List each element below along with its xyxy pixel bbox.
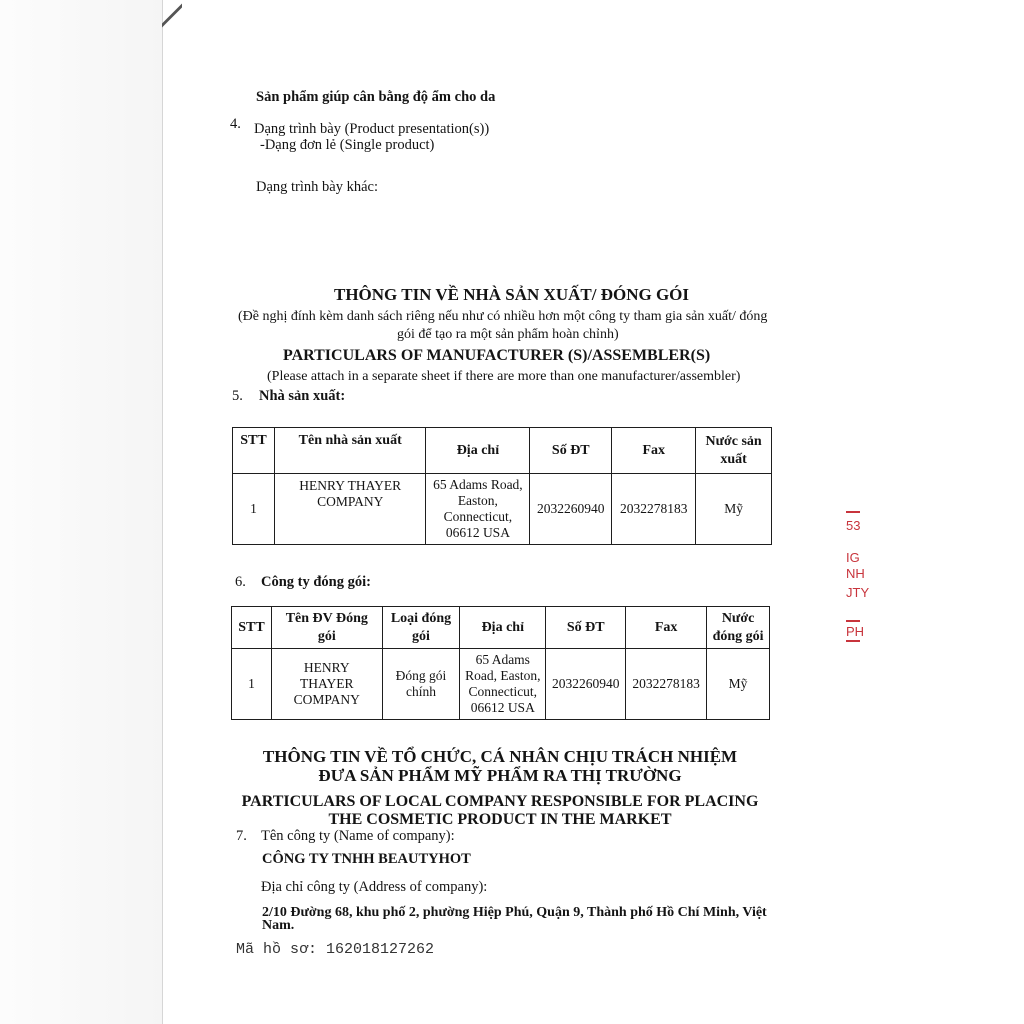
stamp-line xyxy=(846,620,860,622)
cell-country: Mỹ xyxy=(696,474,772,545)
cell-address xyxy=(460,649,546,720)
table-row xyxy=(233,474,772,545)
col-header-phone: Số ĐT xyxy=(530,428,612,474)
cell-packager-name-l3: COMPANY xyxy=(293,692,360,707)
stamp-fragment-2: IG xyxy=(846,550,860,565)
stamp-line xyxy=(846,640,860,642)
scan-page-edge-line xyxy=(162,0,163,1024)
manufacturer-title-vi: THÔNG TIN VỀ NHÀ SẢN XUẤT/ ĐÓNG GÓI xyxy=(334,285,690,304)
item5-number: 5. xyxy=(232,388,243,404)
cell-address-l4: 06612 USA xyxy=(445,525,510,540)
col-header-country-l2: xuất xyxy=(720,451,747,467)
col-header-fax: Fax xyxy=(626,607,707,649)
company-address-line1: 2/10 Đường 68, khu phố 2, phường Hiệp Phú, Quận 9, Thành phố Hồ Chí Minh, Việt xyxy=(262,905,767,920)
item7-number: 7. xyxy=(236,828,247,844)
manufacturer-title-en: PARTICULARS OF MANUFACTURER (S)/ASSEMBLER(S) xyxy=(283,347,711,364)
table-header-row xyxy=(233,428,772,474)
stamp-fragment-1: 53 xyxy=(846,518,861,533)
col-header-country-l1: Nước sản xyxy=(705,433,762,449)
table-row xyxy=(232,649,770,720)
col-header-packager-name xyxy=(271,607,382,649)
stamp-fragment-4: JTY xyxy=(846,585,870,600)
cell-address-l3: Connecticut, xyxy=(468,684,538,699)
col-header-country-l1: Nước xyxy=(721,610,755,626)
cell-manufacturer-name xyxy=(274,474,426,545)
col-header-packager-name-l2: gói xyxy=(317,628,336,644)
cell-address xyxy=(426,474,530,545)
col-header-packaging-type xyxy=(382,607,460,649)
manufacturer-note-vi-line2: gói để tạo ra một sản phẩm hoàn chỉnh) xyxy=(397,327,619,342)
col-header-country-l2: đóng gói xyxy=(712,628,764,644)
col-header-fax: Fax xyxy=(612,428,696,474)
cell-phone: 2032260940 xyxy=(546,649,626,720)
col-header-address: Địa chỉ xyxy=(460,607,546,649)
packager-table xyxy=(231,606,770,720)
item5-label: Nhà sản xuất: xyxy=(259,388,346,404)
company-address-label: Địa chỉ công ty (Address of company): xyxy=(261,879,488,895)
cell-stt: 1 xyxy=(233,474,275,545)
cell-address-l2: Road, Easton, xyxy=(465,668,541,683)
cell-packager-name-l2: THAYER xyxy=(300,676,354,691)
local-title-vi-line1: THÔNG TIN VỀ TỔ CHỨC, CÁ NHÂN CHỊU TRÁCH NHIỆM xyxy=(262,747,738,766)
col-header-country xyxy=(707,607,770,649)
corner-fold-mark xyxy=(162,0,182,30)
col-header-packaging-type-l2: gói xyxy=(412,628,430,644)
cell-packaging-type-l2: chính xyxy=(405,684,436,699)
manufacturer-table xyxy=(232,427,772,545)
local-title-vi-line2: ĐƯA SẢN PHẨM MỸ PHẨM RA THỊ TRƯỜNG xyxy=(318,766,682,785)
col-header-stt: STT xyxy=(232,607,272,649)
col-header-packaging-type-l1: Loại đóng xyxy=(390,610,452,626)
table-header-row xyxy=(232,607,770,649)
company-name-value: CÔNG TY TNHH BEAUTYHOT xyxy=(262,851,471,867)
item4-number: 4. xyxy=(230,116,241,132)
local-title-en-line1: PARTICULARS OF LOCAL COMPANY RESPONSIBLE FOR PLACING xyxy=(241,793,759,810)
company-name-label: Tên công ty (Name of company): xyxy=(261,828,455,844)
cell-phone: 2032260940 xyxy=(530,474,612,545)
stamp-line xyxy=(846,511,860,513)
company-address-line2: Nam. xyxy=(262,918,295,933)
manufacturer-note-en: (Please attach in a separate sheet if there are more than one manufacturer/assembler) xyxy=(267,369,741,384)
item4-label: Dạng trình bày (Product presentation(s)) xyxy=(254,121,490,137)
cell-fax: 2032278183 xyxy=(626,649,707,720)
cell-country: Mỹ xyxy=(707,649,770,720)
cell-packager-name xyxy=(271,649,382,720)
cell-name-l2: COMPANY xyxy=(317,494,384,509)
manufacturer-note-vi-line1: (Đề nghị đính kèm danh sách riêng nếu như có nhiều hơn một công ty tham gia sản xuất/ đóng xyxy=(238,309,768,324)
cell-packaging-type xyxy=(382,649,460,720)
stamp-fragment-3: NH xyxy=(846,566,865,581)
cell-address-l4: 06612 USA xyxy=(470,700,535,715)
col-header-packager-name-l1: Tên ĐV Đóng xyxy=(285,610,368,626)
product-purpose: Sản phẩm giúp cân bằng độ ẩm cho da xyxy=(256,89,496,105)
cell-address-l3: Connecticut, xyxy=(443,509,513,524)
local-title-en-line2: THE COSMETIC PRODUCT IN THE MARKET xyxy=(328,811,672,828)
cell-stt: 1 xyxy=(232,649,272,720)
col-header-address: Địa chỉ xyxy=(426,428,530,474)
cell-name-l1: HENRY THAYER xyxy=(299,478,402,493)
item6-number: 6. xyxy=(235,574,246,590)
item4-value: -Dạng đơn lẻ (Single product) xyxy=(260,137,435,153)
cell-address-l2: Easton, xyxy=(457,493,498,508)
stamp-fragment-5: PH xyxy=(846,624,865,639)
cell-address-l1: 65 Adams Road, xyxy=(433,477,523,492)
item4-other-label: Dạng trình bày khác: xyxy=(256,179,379,195)
cell-packaging-type-l1: Đóng gói xyxy=(395,668,447,683)
scan-page-edge xyxy=(0,0,163,1024)
col-header-country xyxy=(696,428,772,474)
item6-label: Công ty đóng gói: xyxy=(261,574,371,590)
cell-address-l1: 65 Adams xyxy=(475,652,530,667)
dossier-number: Mã hồ sơ: 162018127262 xyxy=(236,941,435,958)
col-header-stt: STT xyxy=(233,428,275,474)
col-header-manufacturer-name: Tên nhà sản xuất xyxy=(274,428,426,474)
cell-fax: 2032278183 xyxy=(612,474,696,545)
col-header-phone: Số ĐT xyxy=(546,607,626,649)
cell-packager-name-l1: HENRY xyxy=(303,660,350,675)
